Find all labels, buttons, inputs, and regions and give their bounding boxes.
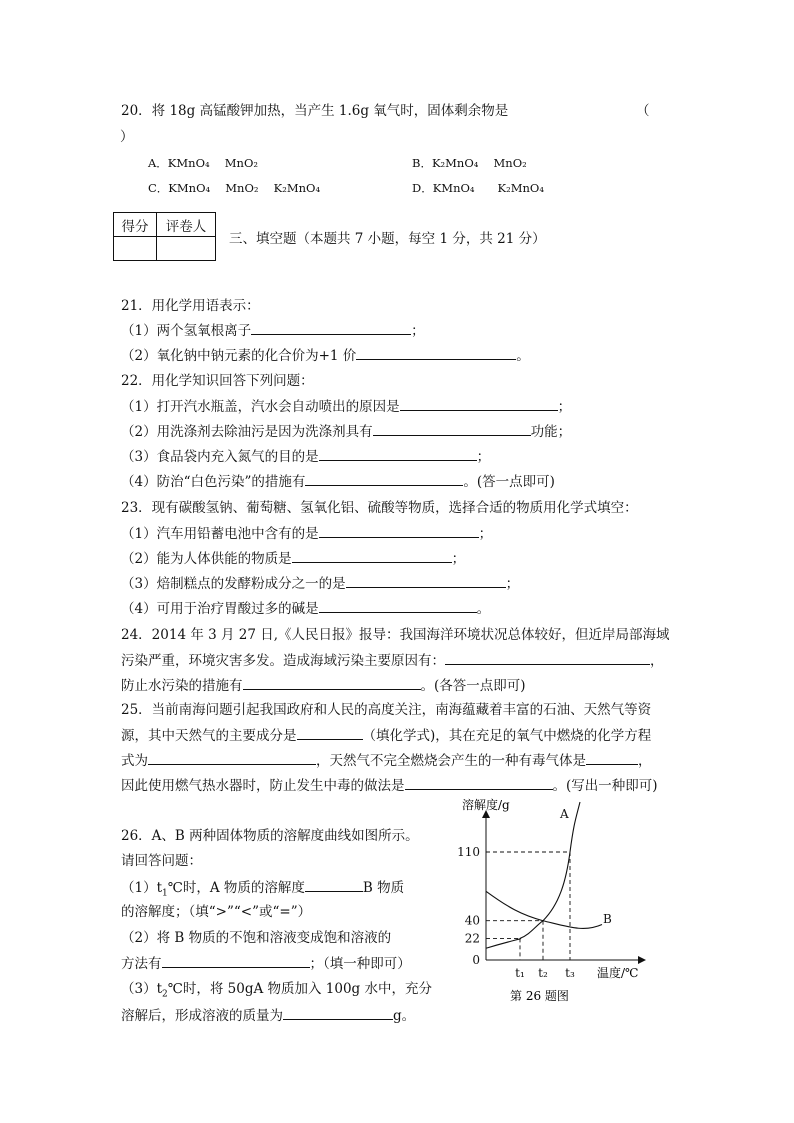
q22-part4-end: 。(答一点即可)	[463, 474, 555, 490]
q25-line3-rest: ，天然气不完全燃烧会产生的一种有毒气体是	[316, 753, 586, 769]
x-axis-label: 温度/℃	[597, 966, 639, 980]
q26-mass-blank[interactable]	[283, 1005, 393, 1020]
chart-curves	[486, 802, 602, 948]
q20-option-d: D．KMnO₄ K₂MnO₄	[412, 181, 544, 195]
q21-stem: 21．用化学用语表示：	[121, 298, 260, 314]
series-b-curve	[486, 891, 602, 928]
q24-cause-blank[interactable]	[445, 650, 650, 665]
q23-part4	[121, 598, 490, 619]
q25-line2-text: 源，其中天然气的主要成分是	[121, 728, 297, 744]
series-a-label: A	[560, 807, 569, 821]
grader-label: 评卷人	[157, 213, 216, 237]
q25-line3	[121, 750, 652, 771]
y-tick-label: 0	[472, 953, 480, 967]
q21-part1-end: ；	[411, 323, 425, 339]
q24-line2-end: ，	[650, 653, 664, 669]
q26-line2: 请回答问题：	[121, 853, 202, 869]
q22-part4-blank[interactable]	[305, 471, 463, 486]
q26-part3-cont-text: 溶解后，形成溶液的质量为	[121, 1008, 283, 1024]
score-label: 得分	[114, 213, 157, 237]
chart-guides	[486, 852, 570, 960]
q23-part1-blank[interactable]	[319, 523, 479, 538]
q25-line3-text: 式为	[121, 753, 148, 769]
q23-part2-text: （2）能为人体供能的物质是	[121, 551, 292, 567]
q22-part2	[121, 421, 571, 442]
chart-caption: 第 26 题图	[510, 989, 569, 1003]
q23-part2-blank[interactable]	[292, 548, 452, 563]
y-tick-label: 22	[464, 931, 480, 946]
q26-part1-text: ℃时，A 物质的溶解度	[167, 880, 305, 896]
x-tick-label: t₂	[538, 966, 548, 980]
q22-part1-blank[interactable]	[400, 396, 558, 411]
q25-line2	[121, 725, 651, 746]
q24-measure-blank[interactable]	[243, 675, 421, 690]
q22-part2-text: （2）用洗涤剂去除油污是因为洗涤剂具有	[121, 424, 373, 440]
q22-stem: 22．用化学知识回答下列问题：	[121, 373, 314, 389]
y-tick-label: 40	[464, 913, 480, 928]
q26-part1-sub: 1	[162, 888, 168, 899]
y-tick-label: 110	[457, 845, 480, 859]
x-tick-label: t₁	[515, 966, 525, 980]
q21-part2-end: 。	[516, 348, 530, 364]
q26-line1: 26．A、B 两种固体物质的溶解度曲线如图所示。	[121, 828, 419, 844]
q23-part4-text: （4）可用于治疗胃酸过多的碱是	[121, 601, 319, 617]
q26-part3-text: ℃时，将 50gA 物质加入 100g 水中，充分	[167, 981, 432, 997]
q22-part1-text: （1）打开汽水瓶盖，汽水会自动喷出的原因是	[121, 399, 400, 415]
q21-part2-blank[interactable]	[356, 345, 516, 360]
q22-part2-blank[interactable]	[373, 421, 531, 436]
section-3-title: 三、填空题（本题共 7 小题，每空 1 分，共 21 分）	[229, 231, 546, 247]
q22-part3-text: （3）食品袋内充入氮气的目的是	[121, 449, 319, 465]
q23-part4-end: 。	[476, 601, 491, 617]
q24-line2-text: 污染严重，环境灾害多发。造成海域污染主要原因有：	[121, 653, 445, 669]
q24-line1: 24．2014 年 3 月 27 日,《人民日报》报导：我国海洋环境状况总体较好，但近岸局部海域	[121, 627, 670, 643]
q25-line2-rest: （填化学式)，其在充足的氧气中燃烧的化学方程	[362, 728, 652, 744]
q24-line3	[121, 675, 526, 696]
q26-method-blank[interactable]	[162, 953, 310, 968]
q26-part3-sub: 2	[162, 989, 168, 1000]
q26-part2-end: ；（填一种即可）	[309, 956, 411, 972]
q22-part3-blank[interactable]	[319, 446, 477, 461]
q26-part2-text: 方法有	[121, 956, 162, 972]
grader-cell[interactable]	[157, 237, 216, 261]
q21-part2-text: （2）氧化钠中钠元素的化合价为+1 价	[121, 348, 357, 364]
q25-line4-text: 因此使用燃气热水器时，防止发生中毒的做法是	[121, 778, 405, 794]
q23-part2	[121, 548, 465, 569]
q22-part1	[121, 396, 571, 417]
q26-part3-end: g。	[393, 1008, 416, 1024]
q22-part2-end: 功能；	[530, 424, 572, 440]
q24-line3-end: 。(各答一点即可)	[420, 678, 526, 694]
q26-compare-blank[interactable]	[305, 877, 363, 892]
q20-stem: 20．将 18g 高锰酸钾加热，当产生 1.6g 氧气时，固体剩余物是	[121, 103, 509, 119]
q23-part3	[121, 573, 519, 594]
q26-part3-cont	[121, 1005, 415, 1026]
q26-part2: （2）将 B 物质的不饱和溶液变成饱和溶液的	[121, 930, 392, 946]
q20-paren-close: ）	[120, 129, 134, 145]
q23-stem: 23．现有碳酸氢钠、葡萄糖、氢氧化铝、硫酸等物质，选择合适的物质用化学式填空：	[121, 500, 638, 516]
q23-part1-text: （1）汽车用铅蓄电池中含有的是	[121, 526, 319, 542]
solubility-chart	[440, 792, 660, 1007]
q26-part1	[121, 877, 404, 904]
q23-part1	[121, 523, 492, 544]
q25-line1: 25．当前南海问题引起我国政府和人民的高度关注，南海蕴藏着丰富的石油、天然气等资	[121, 702, 652, 718]
q20-option-a: A．KMnO₄ MnO₂	[148, 156, 258, 170]
q20-option-b: B．K₂MnO₄ MnO₂	[412, 156, 527, 170]
q26-part1-label: （1）t	[121, 880, 163, 896]
q24-line3-text: 防止水污染的措施有	[121, 678, 243, 694]
q23-part1-end: ；	[478, 526, 493, 542]
q25-line4-end: 。(写出一种即可)	[552, 778, 658, 794]
q26-part3	[121, 979, 432, 1005]
q23-part2-end: ；	[451, 551, 466, 567]
q26-part1-cont: 的溶解度；（填“>”“<”或“=”）	[121, 904, 312, 920]
q23-part3-end: ；	[505, 576, 520, 592]
q21-part1-text: （1）两个氢氧根离子	[121, 323, 252, 339]
q23-part3-blank[interactable]	[346, 573, 506, 588]
q25-method-blank[interactable]	[405, 775, 553, 790]
q21-part1	[121, 320, 425, 341]
q23-part4-blank[interactable]	[319, 598, 477, 613]
q22-part4-text: （4）防治“白色污染”的措施有	[121, 474, 306, 490]
q26-part3-label: （3）t	[121, 981, 163, 997]
q26-part2-cont	[121, 953, 411, 974]
q22-part3	[121, 446, 490, 467]
score-cell[interactable]	[114, 237, 157, 261]
score-table	[113, 212, 216, 261]
chart-text	[457, 797, 638, 1003]
q21-part1-blank[interactable]	[251, 320, 411, 335]
q25-line3-end: ，	[638, 753, 652, 769]
q23-part3-text: （3）焙制糕点的发酵粉成分之一的是	[121, 576, 346, 592]
q20-option-c: C．KMnO₄ MnO₂ K₂MnO₄	[148, 181, 321, 195]
q25-formula-blank[interactable]	[297, 725, 363, 740]
q25-gas-blank[interactable]	[586, 750, 638, 765]
q26-part1-tail: B 物质	[362, 880, 405, 896]
q22-part3-end: ；	[476, 449, 491, 465]
q24-line2	[121, 650, 664, 671]
q25-equation-blank[interactable]	[148, 750, 316, 765]
series-b-label: B	[603, 912, 612, 926]
y-axis-label: 溶解度/g	[462, 798, 510, 812]
q20-paren-open: （	[636, 103, 650, 119]
x-tick-label: t₃	[565, 966, 575, 980]
q22-part1-end: ；	[557, 399, 572, 415]
q21-part2	[121, 345, 530, 366]
q22-part4	[121, 471, 555, 492]
